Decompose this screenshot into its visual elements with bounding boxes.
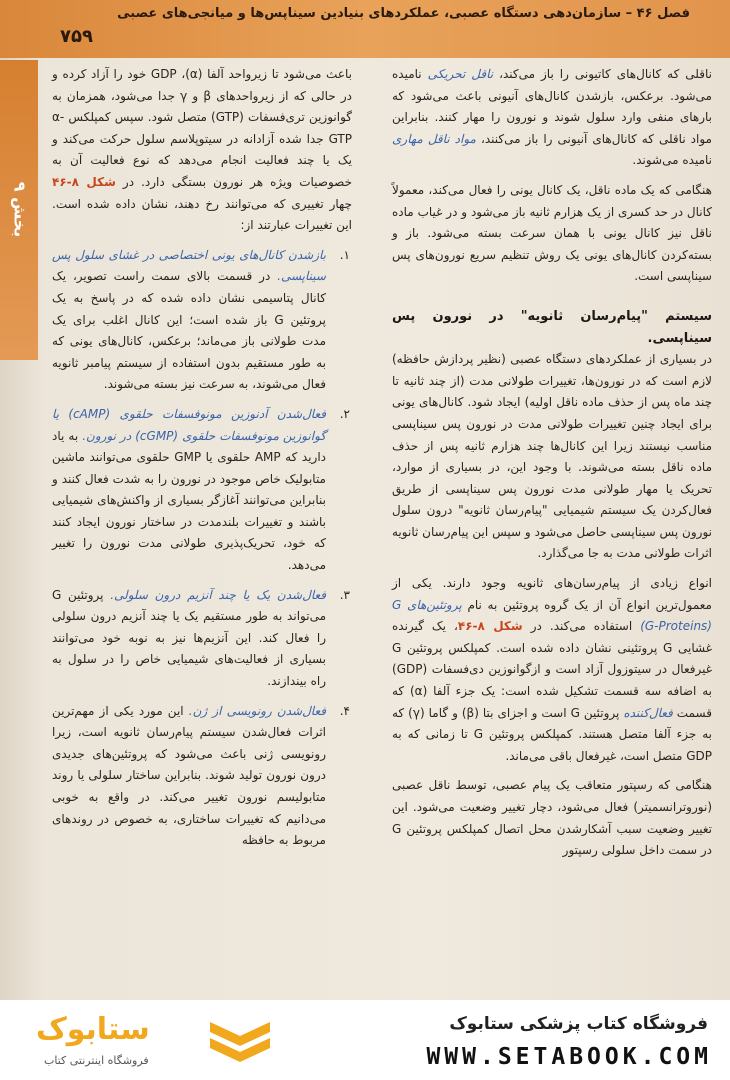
list-number: ۳.	[339, 587, 350, 602]
list-item-heading: فعال‌شدن یک یا چند آنزیم درون سلولی.	[110, 587, 326, 602]
list-item	[52, 404, 352, 577]
logo-chevron-icon	[210, 1018, 270, 1062]
text: باعث می‌شود تا زیرواحد آلفا (α)، GDP خود را آزاد کرده و در حالی که از زیرواحدهای β و γ جدا می‌شود، همزمان به گوانوزین تری‌فسفات (GTP) متصل شود. سپس کمپلکس α-GTP جدا شده آزادانه در سیتوپلاسم سلول حرکت می‌کند و یک یا چند فعالیت انجام می‌دهد که نوع فعالیت آن به خصوصیات ویژه هر نورون بستگی دارد. در	[52, 67, 353, 189]
figure-reference: شکل ۸-۴۶	[52, 174, 116, 189]
list-item-heading: فعال‌شدن آدنوزین مونوفسفات حلقوی (cAMP) یا گوانوزین مونوفسفات حلقوی (cGMP) در نورون.	[52, 406, 326, 443]
page-number: ۷۵۹	[60, 26, 93, 47]
figure-reference: شکل ۸-۴۶	[457, 619, 523, 634]
text: انواع زیادی از پیام‌رسان‌های ثانویه وجود دارند. یکی از معمول‌ترین انواع آن از یک گروه پروتئین به نام	[392, 576, 712, 612]
store-footer-banner	[0, 1000, 730, 1080]
paragraph: در بسیاری از عملکردهای دستگاه عصبی (نظیر پردازش حافظه) لازم است که در نورون‌ها، تغییرات طولانی مدت (از چند ثانیه تا چند ماه پس از حذف ماده ناقل اولیه) ایجاد شود. کانال‌های یونی برای ایجاد چنین تغییرات طولانی مدت در نورون پس سیناپسی مناسب نیستند زیرا این کانال‌ها چند هزارم ثانیه پس از حذف ماده ناقل بسته می‌شوند. با وجود این، در بسیاری از موارد، تحریک یا مهار طولانی مدت نورون پس سیناپسی از طریق فعال‌کردن یک سیستم شیمیایی "پیام‌رسان ثانویه" درون سلول نورون پس سیناپسی حاصل می‌شود و سپس این پیام‌رسان ثانویه اثرات طولانی مدت به جا می‌گذارد.	[392, 352, 712, 561]
term-inhibitory: مواد ناقل مهاری	[392, 131, 476, 146]
store-url[interactable]: WWW.SETABOOK.COM	[426, 1044, 712, 1070]
term-g-proteins: پروتئین‌های G (G-Proteins)	[392, 597, 712, 634]
right-column	[392, 64, 712, 870]
list-number: ۴.	[339, 703, 350, 718]
text: ، یک گیرنده غشایی G پروتئینی نشان داده شده است. کمپلکس پروتئین G غیرفعال در سیتوزول آزاد است و ازگوانوزین دی‌فسفات (GDP) به اضافه سه قسمت تشکیل شده است: یک جزء آلفا (α) که قسمت	[392, 619, 712, 720]
text: ناقلی که کانال‌های کاتیونی را باز می‌کند،	[499, 67, 712, 81]
paragraph: هنگامی که یک ماده ناقل، یک کانال یونی را فعال می‌کند، معمولاً کانال در حد کسری از یک هزارم ثانیه باز می‌شود و در غیاب ماده ناقل نیز کانال یونی با همان سرعت بسته می‌شود. باز و بسته‌کردن کانال‌های یونی یک روش تنظیم سریع نورون‌های پس سیناپسی است.	[392, 182, 712, 284]
text: پروتئین G است و اجزای بتا (β) و گاما (γ) که به جزء آلفا متصل هستند. کمپلکس پروتئین G تا زمانی که به GDP متصل است، غیرفعال باقی می‌ماند.	[392, 705, 712, 763]
term-activator: فعال‌کننده	[623, 705, 673, 720]
list-item-body: به یاد دارید که AMP حلقوی یا GMP حلقوی می‌توانند ماشین متابولیک خاص موجود در نورون را به شدت فعال کنند و بنابراین می‌توانند آغازگر بسیاری از واکنش‌های شیمیایی باشند و تغییرات بلندمدت در ساختار نورون ایجاد کنند که خود، تحریک‌پذیری طولانی مدت نورون را تغییر می‌دهد.	[52, 428, 326, 573]
list-number: ۲.	[339, 406, 350, 421]
section-side-tab	[0, 60, 38, 360]
paragraph	[392, 64, 712, 172]
section-heading: سیستم "پیام‌رسان ثانویه" در نورون پس سیناپسی.	[392, 308, 712, 346]
list-item	[52, 585, 352, 693]
section-label: بخش ۹	[10, 181, 30, 238]
text: چهار تغییری که می‌توانند رخ دهند، نشان داده شده است. این تغییرات عبارتند از:	[52, 196, 352, 233]
text: نامیده می‌شوند.	[632, 153, 712, 168]
logo-subtitle: فروشگاه اینترنتی کتاب	[44, 1054, 149, 1067]
list-item	[52, 245, 352, 396]
chapter-header	[0, 0, 730, 58]
left-column	[52, 64, 352, 860]
text: استفاده می‌کند. در	[530, 619, 633, 634]
list-item-heading: فعال‌شدن رونویسی از ژن.	[188, 703, 326, 718]
paragraph	[52, 64, 352, 237]
text: نامیده می‌شود. برعکس، بازشدن کانال‌های آنیونی باعث می‌شود که بارهای منفی وارد سلول شوند و نورون را مهار کنند. بنابراین مواد ناقلی که کانال‌های آنیونی را باز می‌کنند،	[392, 67, 712, 146]
list-item-heading: بازشدن کانال‌های یونی اختصاصی در غشای سلول پس سیناپسی.	[52, 247, 326, 284]
store-title: فروشگاه کتاب پزشکی ستابوک	[449, 1014, 708, 1034]
list-item-body: در قسمت بالای سمت راست تصویر، یک کانال پتاسیمی نشان داده شده که در پاسخ به یک پروتئین G باز شده است؛ این کانال اغلب برای یک مدت طولانی باز می‌ماند؛ برعکس، کانال‌های یونی که به طور مستقیم بدون استفاده از سیستم پیامبر ثانویه فعال می‌شوند، به سرعت نیز بسته می‌شوند.	[52, 269, 326, 392]
list-item-body: این مورد یکی از مهم‌ترین اثرات فعال‌شدن سیستم پیام‌رسان ثانویه است، زیرا رونویسی ژنی باعث می‌شود که پروتئین‌های جدیدی درون نورون تولید شوند. بنابراین ساختار سلولی یا روند متابولیسم نورون تغییر می‌کند. در واقع به خوبی می‌دانیم که تغییرات ساختاری، به خصوص در روندهای مربوط به حافظه	[52, 703, 326, 848]
logo-text: ستابوک	[36, 1012, 150, 1047]
term-excitatory: ناقل تحریکی	[427, 67, 494, 81]
paragraph	[392, 573, 712, 767]
list-number: ۱.	[339, 247, 350, 262]
list-item	[52, 701, 352, 852]
list-item-body: پروتئین G می‌تواند به طور مستقیم یک یا چند آنزیم درون سلولی را فعال کند. این آنزیم‌ها نیز به نوبه خود می‌توانند بسیاری از فعالیت‌های شیمیایی خاص را در سلول به راه بیندازند.	[52, 587, 326, 689]
paragraph: هنگامی که رسپتور متعاقب یک پیام عصبی، توسط ناقل عصبی (نوروترانسمیتر) فعال می‌شود، دچار تغییر وضعیت می‌شود. این تغییر وضعیت سبب آشکارشدن محل اتصال کمپلکس پروتئین G در سمت داخل سلولی رسپتور	[392, 778, 712, 858]
chapter-title: فصل ۴۶ – سازمان‌دهی دستگاه عصبی، عملکردهای بنیادین سیناپس‌ها و میانجی‌های عصبی	[117, 6, 690, 21]
